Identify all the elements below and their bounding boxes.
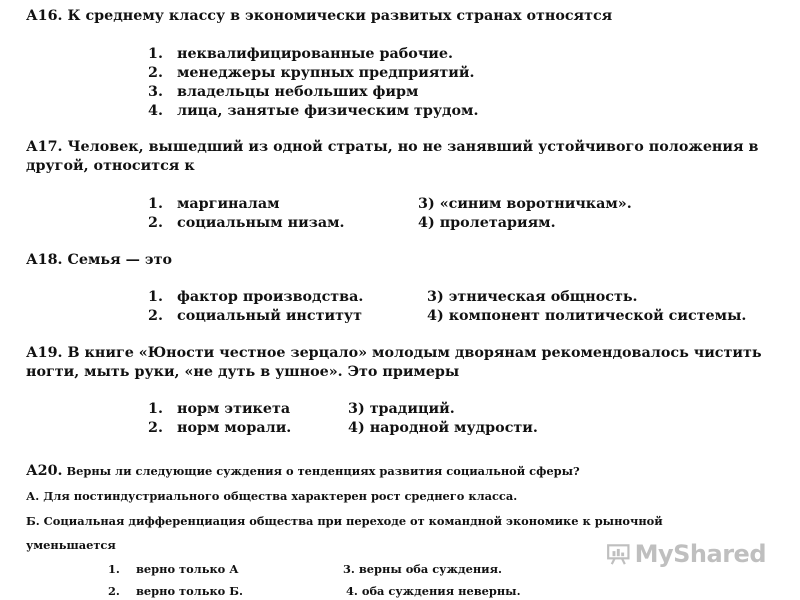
option-number: 2. (108, 584, 120, 598)
presentation-board-icon (606, 538, 631, 570)
option-text-right: 3. верны оба суждения. (343, 562, 502, 576)
question-a17-stem-line2: другой, относится к (26, 158, 195, 174)
option-text: норм морали. (177, 420, 292, 436)
question-a20-stem (26, 463, 580, 479)
option-number: 3. (148, 84, 163, 100)
option-text-right: 3) «синим воротничкам». (418, 196, 632, 212)
option-text: неквалифицированные рабочие. (177, 46, 453, 62)
option-text: фактор производства. (177, 289, 364, 305)
option-number: 2. (148, 215, 163, 231)
option-number: 1. (148, 289, 163, 305)
option-number: 1. (148, 196, 163, 212)
option-number: 2. (148, 65, 163, 81)
option-text-right: 4) пролетариям. (418, 215, 556, 231)
option-text-right: 4) народной мудрости. (348, 420, 538, 436)
option-number: 2. (148, 308, 163, 324)
option-number: 1. (148, 401, 163, 417)
option-number: 1. (108, 562, 120, 576)
option-text: социальным низам. (177, 215, 345, 231)
option-text-right: 4. оба суждения неверны. (346, 584, 521, 598)
question-a18-stem: А18. Семья — это (26, 252, 173, 268)
watermark (606, 536, 766, 572)
question-a19-stem-line2: ногти, мыть руки, «не дуть в ушное». Это примеры (26, 364, 460, 380)
option-text: норм этикета (177, 401, 291, 417)
option-text: верно только А (136, 562, 239, 576)
question-a20-label: А20. (26, 463, 63, 479)
question-a20-statement-b-line1: Б. Социальная дифференциация общества при переходе от командной экономике к рыночной (26, 514, 663, 528)
question-a19-stem-line1: А19. В книге «Юности честное зерцало» молодым дворянам рекомендовалось чистить (26, 345, 762, 361)
option-number: 2. (148, 420, 163, 436)
question-a20-statement-b-line2: уменьшается (26, 538, 116, 552)
question-a17-stem-line1: А17. Человек, вышедший из одной страты, но не занявший устойчивого положения в (26, 139, 759, 155)
option-text-right: 3) этническая общность. (427, 289, 638, 305)
option-text: верно только Б. (136, 584, 243, 598)
option-number: 4. (148, 103, 163, 119)
option-number: 1. (148, 46, 163, 62)
question-a16-stem: А16. К среднему классу в экономически развитых странах относятся (26, 8, 613, 24)
question-a20-stem-text: Верны ли следующие суждения о тенденциях развития социальной сферы? (66, 464, 580, 478)
option-text-right: 3) традиций. (348, 401, 455, 417)
option-text: владельцы небольших фирм (177, 84, 419, 100)
option-text: лица, занятые физическим трудом. (177, 103, 479, 119)
watermark-text: MyShared (634, 540, 766, 568)
option-text: маргиналам (177, 196, 280, 212)
option-text: менеджеры крупных предприятий. (177, 65, 475, 81)
question-a20-statement-a: А. Для постиндустриального общества характерен рост среднего класса. (26, 489, 518, 503)
option-text-right: 4) компонент политической системы. (427, 308, 747, 324)
option-text: социальный институт (177, 308, 362, 324)
